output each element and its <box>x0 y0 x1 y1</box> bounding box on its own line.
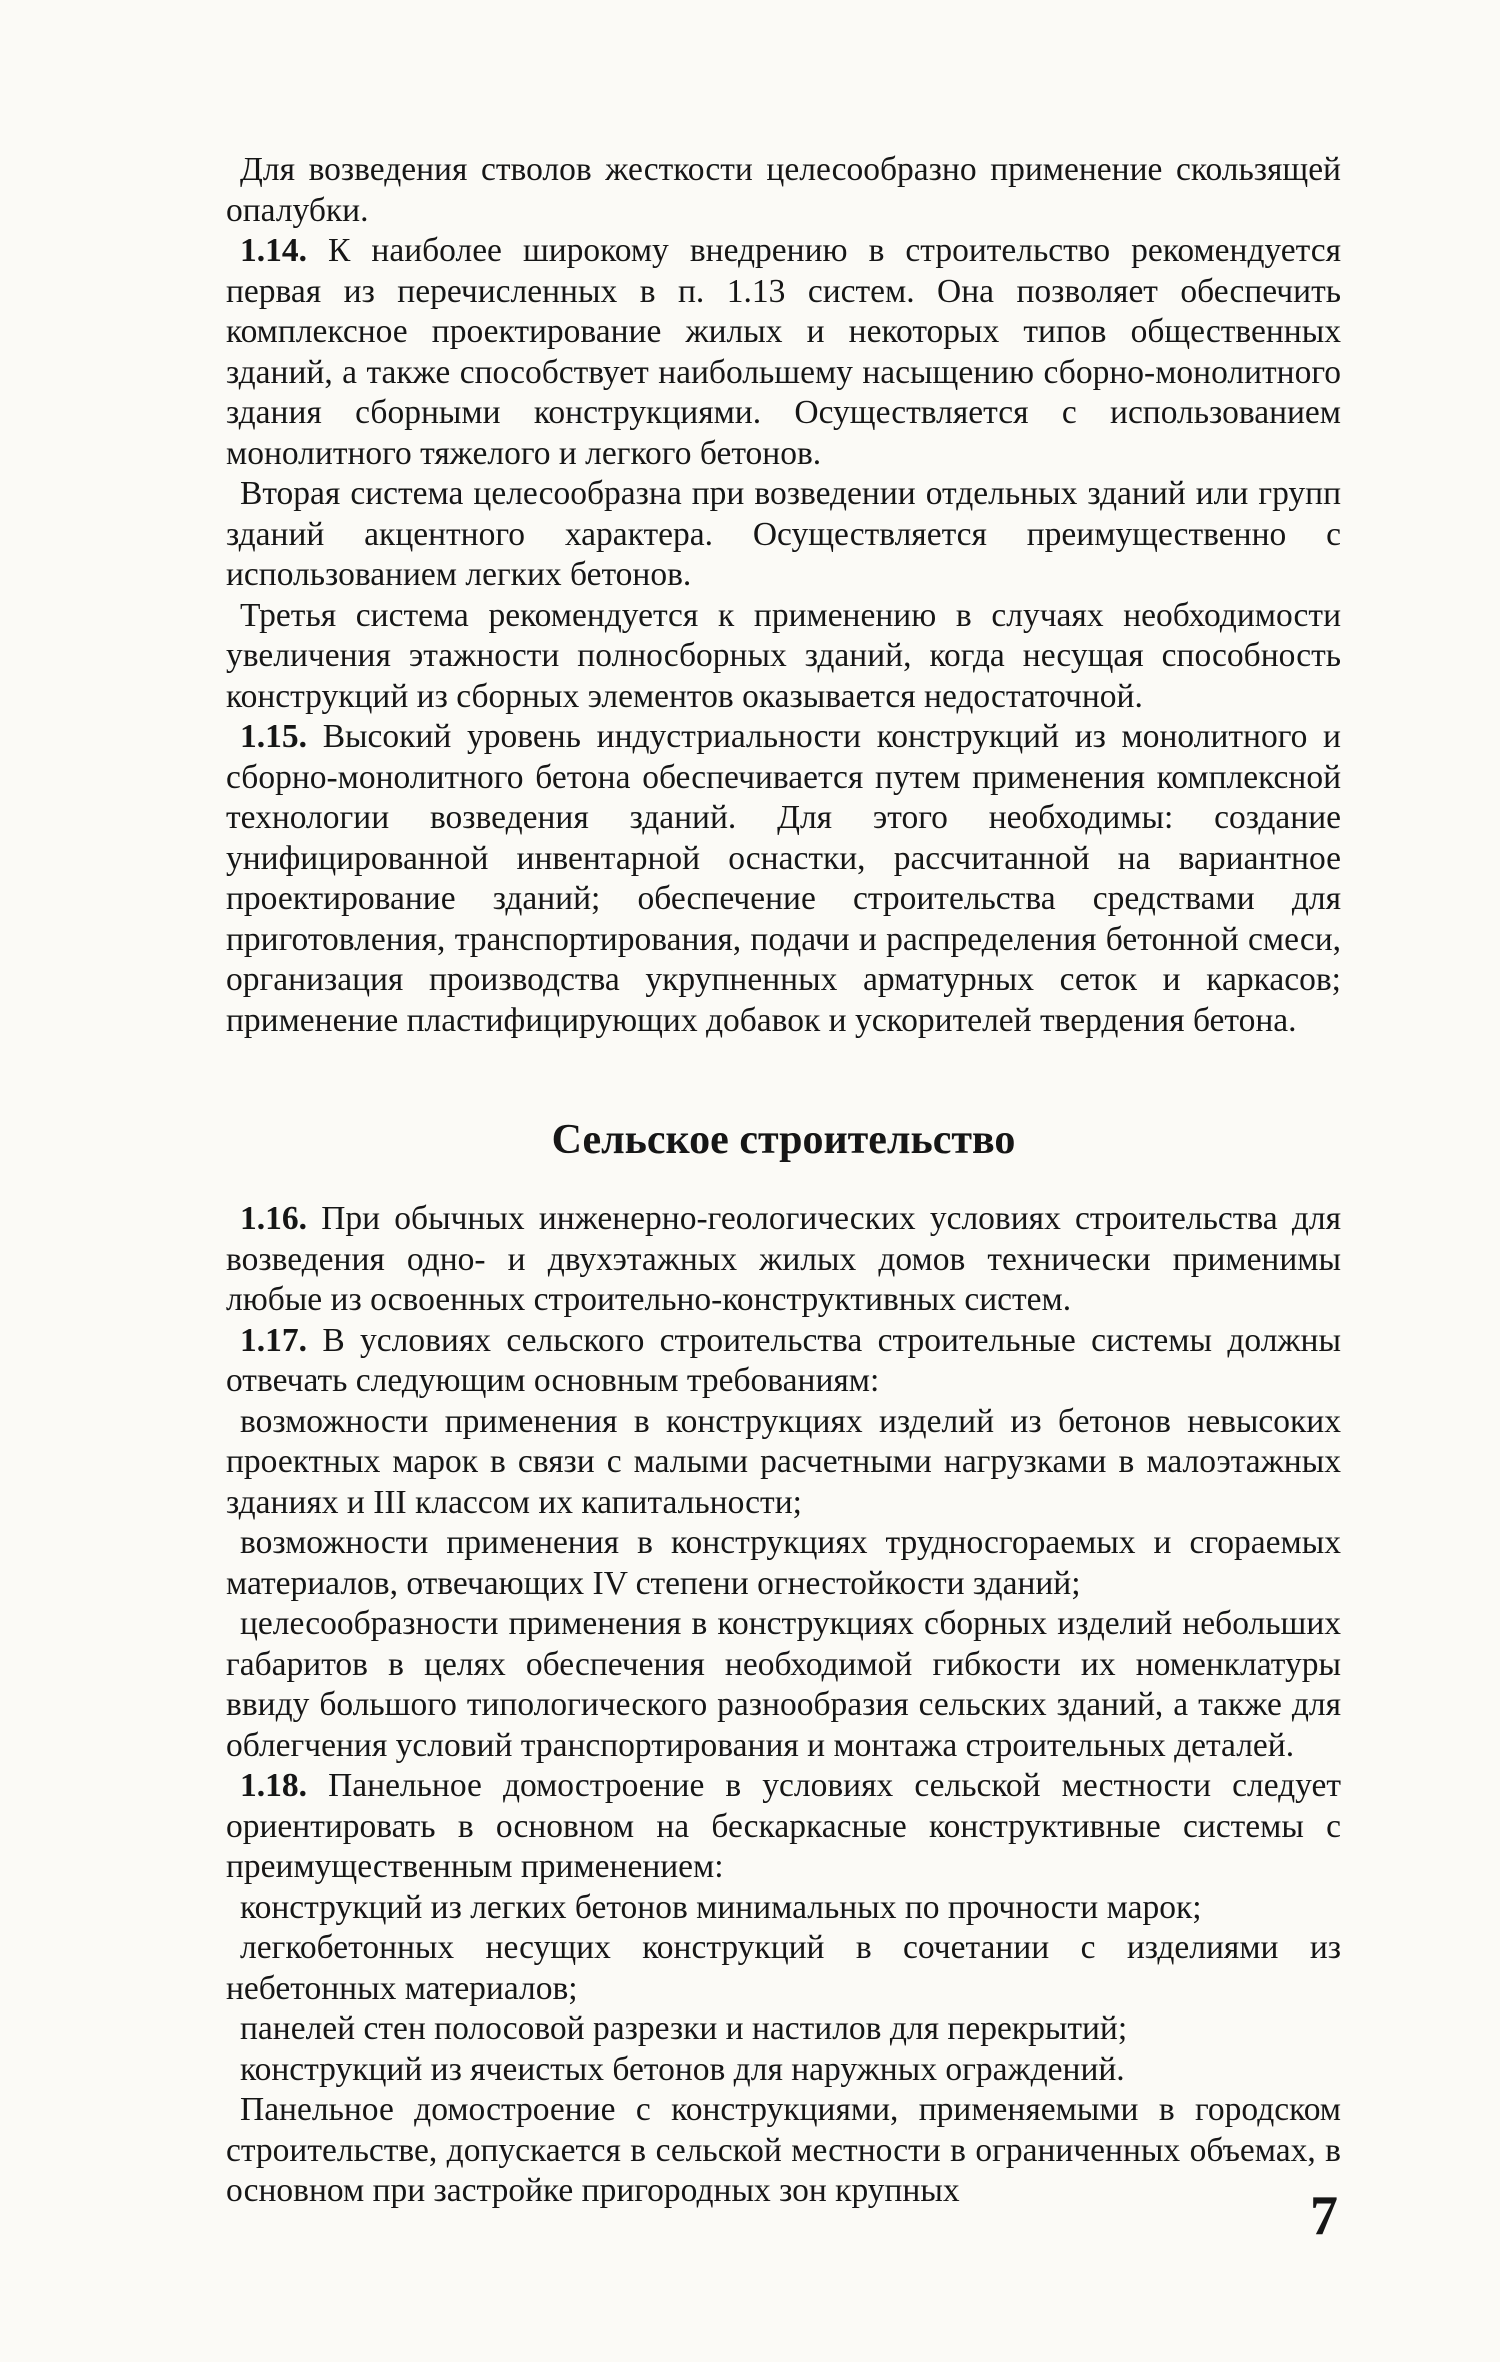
paragraph <box>226 1321 1341 1402</box>
paragraph-text: В условиях сельского строительства строительные системы должны отвечать следующим основным требованиям: <box>226 1321 1341 1399</box>
paragraph <box>226 2050 1341 2091</box>
paragraph <box>226 1766 1341 1888</box>
section-heading: Сельское строительство <box>551 1117 1016 1163</box>
paragraph <box>226 1402 1341 1524</box>
paragraph <box>226 1523 1341 1604</box>
paragraph-text: Для возведения стволов жесткости целесообразно применение скользящей опалубки. <box>226 151 1341 229</box>
paragraph <box>226 231 1341 474</box>
clause-number: 1.16. <box>240 1200 307 1237</box>
paragraph <box>226 1604 1341 1766</box>
paragraph-text: конструкций из легких бетонов минимальных по прочности марок; <box>240 1888 1202 1926</box>
clause-number: 1.15. <box>240 718 307 755</box>
paragraph-text: легкобетонных несущих конструкций в сочетании с изделиями из небетонных материалов; <box>226 1929 1341 2007</box>
clause-number: 1.18. <box>240 1767 307 1804</box>
paragraph <box>226 596 1341 718</box>
paragraph-text: Высокий уровень индустриальности конструкций из монолитного и сборно-монолитного бетона обеспечивается путем применения комплексной технологии возведения зданий. Для этого необходимы: создание унифицированной инвентарной оснастки, рассчитанной на вариантное проектирование зданий; обеспечение строительства средствами для приготовления, транспортирования, подачи и распределения бетонной смеси, организация производства укрупненных арматурных сеток и каркасов; применение пластифицирующих добавок и ускорителей твердения бетона. <box>226 718 1341 1039</box>
clause-number: 1.14. <box>240 232 307 269</box>
document-page <box>226 150 1341 2212</box>
paragraph-text: Панельное домостроение в условиях сельской местности следует ориентировать в основном на бескаркасные конструктивные системы с преимущественным применением: <box>226 1767 1341 1885</box>
paragraph <box>226 1928 1341 2009</box>
paragraph-text: возможности применения в конструкциях изделий из бетонов невысоких проектных марок в связи с малыми расчетными нагрузками в малоэтажных зданиях и III классом их капитальности; <box>226 1402 1341 1521</box>
paragraph <box>226 474 1341 596</box>
paragraph-text: возможности применения в конструкциях трудносгораемых и сгораемых материалов, отвечающих IV степени огнестойкости зданий; <box>226 1524 1341 1602</box>
paragraph <box>226 1888 1341 1929</box>
paragraph-text: целесообразности применения в конструкциях сборных изделий небольших габаритов в целях обеспечения необходимой гибкости их номенклатуры ввиду большого типологического разнообразия сельских зданий, а также для облегчения условий транспортирования и монтажа строительных деталей. <box>226 1605 1341 1764</box>
paragraph <box>226 717 1341 1041</box>
paragraph-text: конструкций из ячеистых бетонов для наружных ограждений. <box>240 2050 1125 2088</box>
paragraph-text: Панельное домостроение с конструкциями, применяемыми в городском строительстве, допускается в сельской местности в ограниченных объемах, в основном при застройке пригородных зон крупных <box>226 2091 1341 2209</box>
paragraph <box>226 150 1341 231</box>
paragraph <box>226 2090 1341 2212</box>
paragraph-text: панелей стен полосовой разрезки и настилов для перекрытий; <box>240 2010 1128 2047</box>
paragraph <box>226 2009 1341 2050</box>
page-number: 7 <box>1310 2185 1338 2247</box>
paragraph-text: При обычных инженерно-геологических условиях строительства для возведения одно- и двухэтажных жилых домов технически применимы любые из освоенных строительно-конструктивных систем. <box>226 1200 1341 1318</box>
paragraph-text: Вторая система целесообразна при возведении отдельных зданий или групп зданий акцентного характера. Осуществляется преимущественно с использованием легких бетонов. <box>226 475 1341 593</box>
paragraph-text: Третья система рекомендуется к применению в случаях необходимости увеличения этажности полносборных зданий, когда несущая способность конструкций из сборных элементов оказывается недостаточной. <box>226 596 1341 715</box>
paragraph <box>226 1199 1341 1321</box>
clause-number: 1.17. <box>240 1321 307 1359</box>
paragraph-text: К наиболее широкому внедрению в строительство рекомендуется первая из перечисленных в п. 1.13 систем. Она позволяет обеспечить комплексное проектирование жилых и некоторых типов общественных зданий, а также способствует наибольшему насыщению сборно-монолитного здания сборными конструкциями. Осуществляется с использованием монолитного тяжелого и легкого бетонов. <box>226 232 1341 472</box>
